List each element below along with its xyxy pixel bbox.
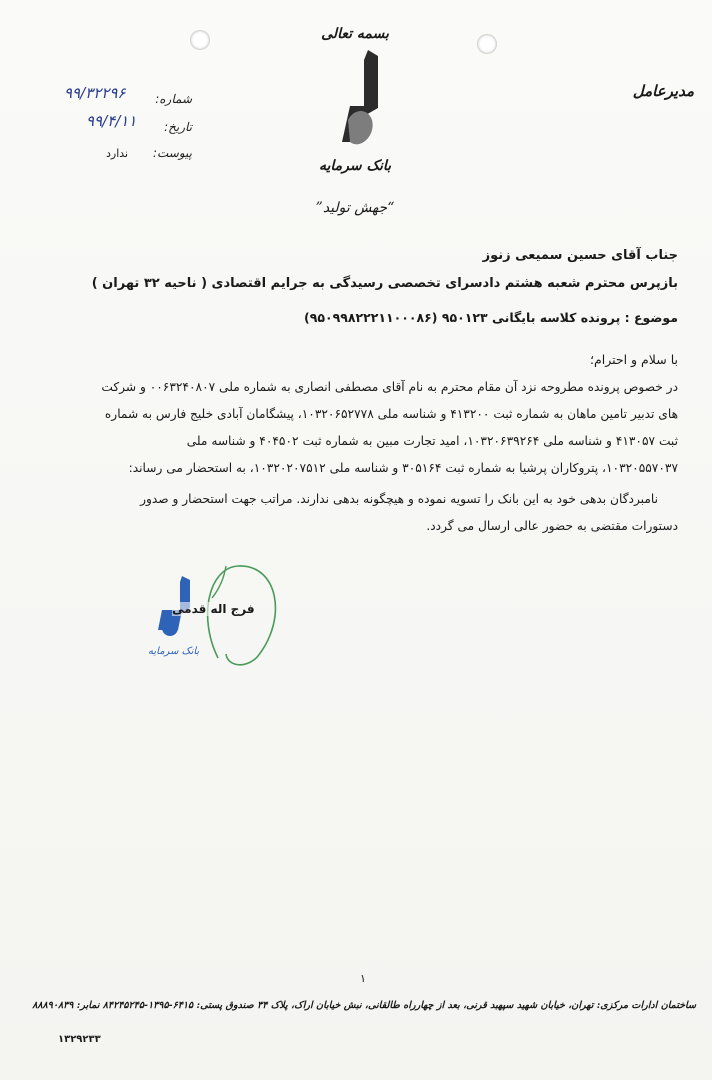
bank-name: بانک سرمایه: [318, 158, 392, 174]
basmala: بسمه تعالی: [321, 26, 389, 42]
punch-hole-right: [477, 34, 497, 54]
paragraph-line: دستورات مقتضی به حضور عالی ارسال می گردد.: [426, 519, 678, 533]
bank-logo-icon: [320, 46, 390, 156]
greeting: با سلام و احترام؛: [590, 352, 678, 367]
recipient-title: بازپرس محترم شعبه هشتم دادسرای تخصصی رسیدگی به جرایم اقتصادی ( ناحیه ۳۲ تهران ): [91, 276, 678, 291]
number-label: شماره:: [155, 92, 192, 106]
slogan: ”جهش تولید“: [315, 200, 395, 216]
recipient: جناب آقای حسین سمیعی زنوز: [482, 248, 678, 263]
signer-name: فرج اله قدمی: [172, 602, 255, 616]
letterhead: [290, 20, 420, 230]
attachment-label: پیوست:: [152, 146, 192, 160]
page-number: ۱: [360, 972, 366, 985]
date-label: تاریخ:: [164, 120, 192, 134]
subject-line: موضوع : پرونده کلاسه بایگانی ۹۵۰۱۲۳ (۹۵۰۹۹۸۲۲۲۱۱۰۰۰۸۶): [304, 310, 678, 325]
top-right-note: مدیرعامل: [632, 82, 694, 100]
paragraph-line: ۱۰۳۲۰۵۵۷۰۳۷، پتروکاران پرشیا به شماره ثبت ۳۰۵۱۶۴ و شناسه ملی ۱۰۳۲۰۲۰۷۵۱۲، به استحضار می رساند:: [128, 461, 678, 475]
paragraph-2: [38, 486, 678, 540]
footer-code: ۱۳۲۹۲۳۳: [58, 1034, 101, 1045]
paragraph-1: [38, 374, 678, 482]
paragraph-line: های تدبیر تامین ماهان به شماره ثبت ۴۱۳۲۰۰ و شناسه ملی ۱۰۳۲۰۶۵۲۷۷۸، پیشگامان آبادی خلیج فارس به شماره: [104, 407, 678, 421]
paragraph-line: در خصوص پرونده مطروحه نزد آن مقام محترم به نام آقای مصطفی انصاری به شماره ملی ۰۰۶۳۲۴۰۸۰۷ و شرکت: [101, 380, 678, 394]
signature-block: [128, 558, 298, 678]
date-value: ۹۹/۴/۱۱: [86, 112, 137, 130]
punch-hole-left: [190, 30, 210, 50]
footer-address: ساختمان ادارات مرکزی: تهران، خیابان شهید سپهبد قرنی، بعد از چهارراه طالقانی، نبش خیابان اراک، پلاک ۳۴ صندوق پستی: ۶۴۱۵-۱۳۹۵-۸۴۲۴۵۲۴۵ نمابر: ۸۸۸۹۰۸۳۹: [32, 1000, 696, 1011]
paragraph-line: نامبردگان بدهی خود به این بانک را تسویه نموده و هیچگونه بدهی ندارند. مراتب جهت استحضار و صدور: [140, 492, 658, 506]
stamp-bank-name: بانک سرمایه: [148, 646, 200, 657]
attachment-value: ندارد: [106, 147, 129, 160]
number-value: ۹۹/۳۲۲۹۶: [64, 84, 126, 102]
paragraph-line: ثبت ۴۱۳۰۵۷ و شناسه ملی ۱۰۳۲۰۶۳۹۲۶۴، امید تجارت مبین به شماره ثبت ۴۰۴۵۰۲ و شناسه ملی: [186, 434, 678, 448]
